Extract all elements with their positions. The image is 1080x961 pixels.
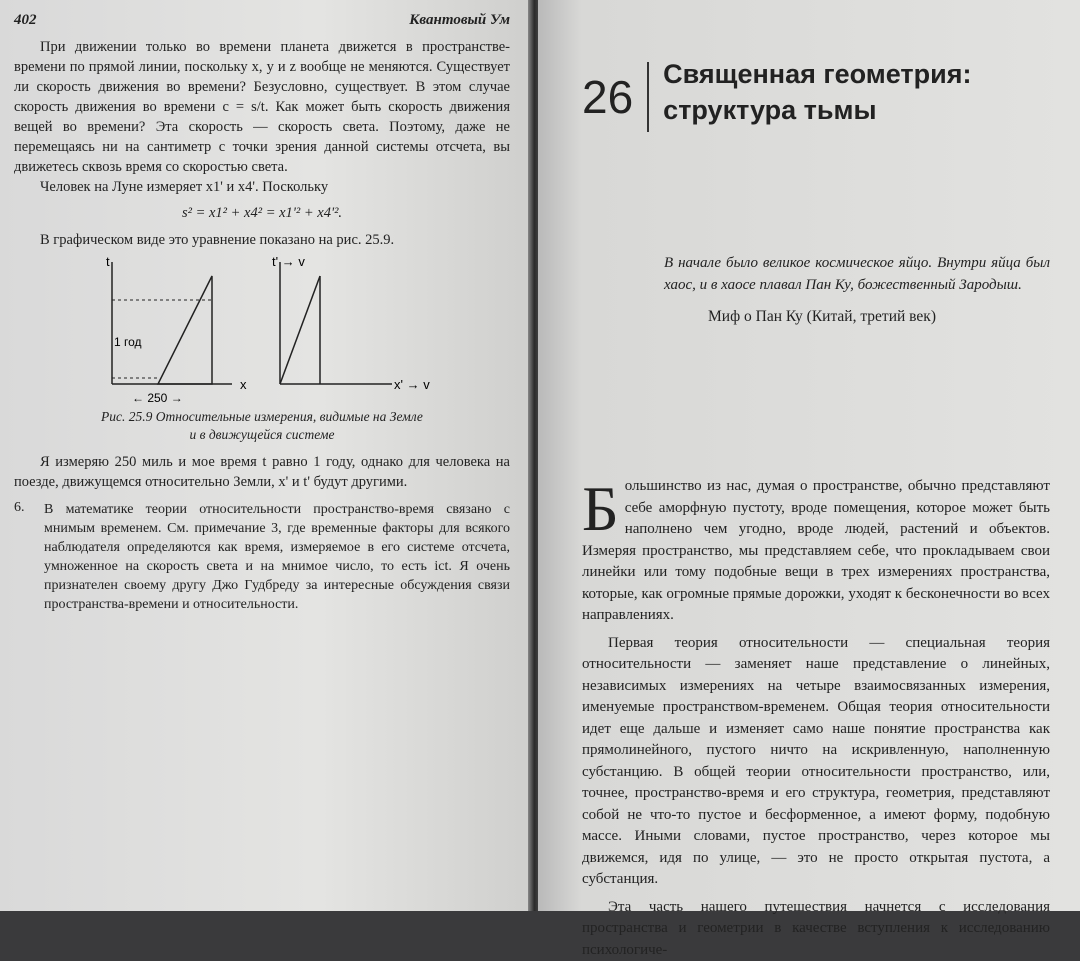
- t-label: t: [106, 254, 110, 269]
- distance-label: ← 250 →: [132, 391, 183, 404]
- paragraph: При движении только во времени планета движется в пространстве-времени по прямой линии, поскольку x, y и z вообще не меняются. Существует ли скорость движения во времени? Безусловно, существует. В этом случае скорость движения во времени c = s/t. Как может быть скорость движения вещей во времени? Эта скорость — скорость света. Поэтому, даже не перемещаясь ни на сантиметр с точки зрения данной системы отсчета, вы движетесь сквозь время со скоростью света.: [14, 37, 510, 177]
- page-number: 402: [14, 12, 37, 29]
- figure-earth-frame: [102, 254, 252, 404]
- left-page: [0, 0, 532, 911]
- figure-moving-frame: [262, 254, 452, 404]
- x-label: x: [240, 377, 247, 392]
- caption-line: и в движущейся системе: [14, 426, 510, 444]
- paragraph: [582, 476, 1050, 627]
- paragraph: В графическом виде это уравнение показано на рис. 25.9.: [14, 230, 510, 250]
- footnote: [14, 500, 510, 614]
- drop-cap: Б: [582, 480, 619, 538]
- epigraph: В начале было великое космическое яйцо. Внутри яйца был хаос, и в хаосе плавал Пан Ку, божественный Зародыш.: [664, 252, 1050, 296]
- epigraph-source: Миф о Пан Ку (Китай, третий век): [708, 308, 1050, 326]
- figure-25-9: [14, 254, 510, 404]
- chapter-heading: [582, 36, 1050, 132]
- right-page: [538, 0, 1080, 911]
- triangle: [158, 276, 212, 384]
- x-prime-label: x' → v: [394, 377, 430, 392]
- paragraph: Первая теория относительности — специальная теория относительности — заменяет наше представление о линейных, независимых измерениях на четыре взаимосвязанных измерения, именуемые пространством-временем. Общая теория относительности идет еще дальше и изменяет само наше понятие пространства как прямолинейного, пустого ничто на искривленную, наполненную субстанцию. В общей теории относительности пространство, или, точнее, пространство-время и его структура, геометрия, представляют собой не что-то пустое и бесформенное, а имеют форму, подобную массе. Иными словами, пустое пространство, через которое мы движемся, идя по улице, — это не просто открытая пустота, а субстанция.: [582, 633, 1050, 891]
- paragraph: Эта часть нашего путешествия начнется с исследования пространства и геометрии в качестве вступления к исследованию психологиче-: [582, 897, 1050, 961]
- t-prime-label: t' → v: [272, 254, 305, 269]
- equation: s² = x1² + x4² = x1'² + x4'².: [14, 205, 510, 222]
- footnote-text: В математике теории относительности пространство-время связано с мнимым временем. См. примечание 3, где временные факторы для всякого наблюдателя определяются как время, измеряемое в его системе отсчета, умноженное на скорость света и на мнимое число, то есть ict. Я очень признателен своему другу Джо Гудбреду за интересные обсуждения связи пространства-времени и относительности.: [44, 500, 510, 614]
- chapter-title: Священная геометрия: структура тьмы: [649, 56, 1050, 128]
- running-head: Квантовый Ум: [409, 12, 510, 29]
- paragraph: Я измеряю 250 миль и мое время t равно 1 году, однако для человека на поезде, движущемся относительно Земли, x' и t' будут другими.: [14, 452, 510, 492]
- paragraph: Человек на Луне измеряет x1' и x4'. Поскольку: [14, 177, 510, 197]
- worldline: [280, 276, 320, 384]
- chapter-body: [582, 476, 1050, 961]
- year-label: 1 год: [114, 335, 142, 349]
- paragraph-text: ольшинство из нас, думая о пространстве, обычно представляют себе аморфную пустоту, вроде помещения, которое может быть наполнено чем угодно, вроде людей, растений и объектов. Измеряя пространство, мы представляем себе, что прокладываем свои линейки или тому подобные вещи в трех измерениях пространства, которые, как огромные прямые дорожки, уходят к бесконечности во всех направлениях.: [582, 478, 1050, 623]
- caption-line: Рис. 25.9 Относительные измерения, видимые на Земле: [14, 408, 510, 426]
- figure-caption: [14, 408, 510, 444]
- chapter-number: 26: [582, 62, 649, 132]
- left-header: [14, 12, 510, 29]
- footnote-number: 6.: [14, 500, 30, 614]
